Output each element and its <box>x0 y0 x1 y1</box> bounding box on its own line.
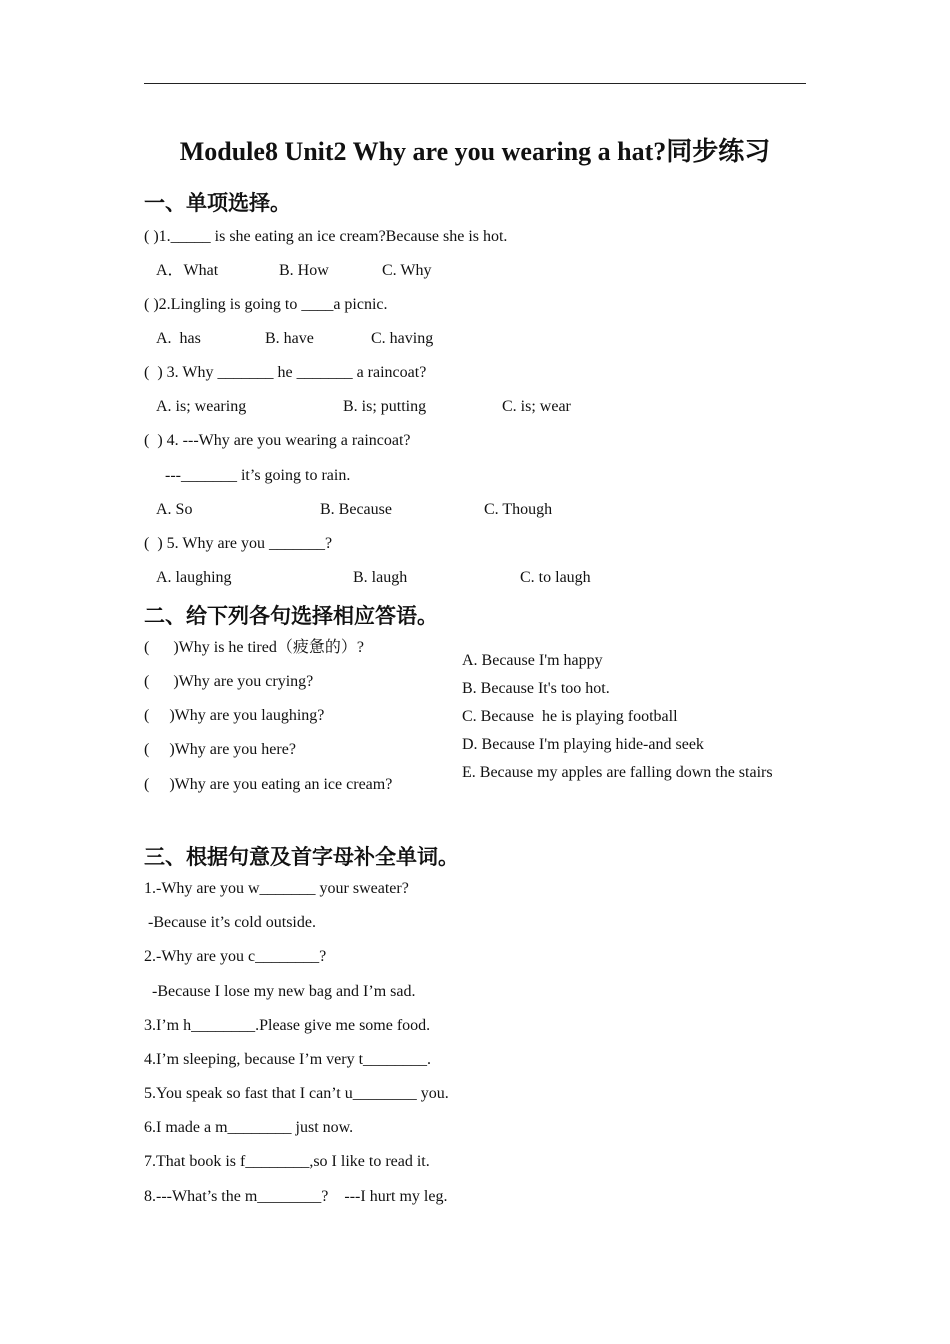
match-question-2: ( )Why are you crying? <box>144 673 314 690</box>
fill-line-3: 3.I’m h________.Please give me some food. <box>144 1017 431 1034</box>
fill-line-2: 2.-Why are you c________? <box>144 948 327 965</box>
fill-line-1: 1.-Why are you w_______ your sweater? <box>144 880 409 897</box>
q2-option-a: A. has <box>156 330 201 347</box>
q4-option-a: A. So <box>156 501 193 518</box>
fill-line-1-reply: -Because it’s cold outside. <box>144 914 316 931</box>
match-question-3: ( )Why are you laughing? <box>144 707 325 724</box>
q1-option-a: A．What <box>156 262 219 279</box>
page-title: Module8 Unit2 Why are you wearing a hat?同步练习 <box>179 137 771 166</box>
q3-option-a: A. is; wearing <box>156 398 247 415</box>
header-rule <box>144 83 806 84</box>
q3-option-b: B. is; putting <box>343 398 427 415</box>
match-question-4: ( )Why are you here? <box>144 741 296 758</box>
fill-line-2-reply: -Because I lose my new bag and I’m sad. <box>144 983 416 1000</box>
q4-option-c: C. Though <box>484 501 553 518</box>
section3-heading: 三、根据句意及首字母补全单词。 <box>144 845 459 869</box>
section1-heading: 一、单项选择。 <box>144 191 291 215</box>
question-3: ( ) 3. Why _______ he _______ a raincoat? <box>144 364 427 381</box>
match-question-1: ( )Why is he tired（疲惫的）? <box>144 639 364 656</box>
match-answer-e: E. Because my apples are falling down the stairs <box>462 764 773 781</box>
q4-option-b: B. Because <box>320 501 392 518</box>
q5-option-c: C. to laugh <box>520 569 591 586</box>
fill-line-5: 5.You speak so fast that I can’t u________ you. <box>144 1085 449 1102</box>
fill-line-4: 4.I’m sleeping, because I’m very t________. <box>144 1051 432 1068</box>
q3-option-c: C. is; wear <box>502 398 571 415</box>
q2-option-b: B. have <box>265 330 314 347</box>
match-question-5: ( )Why are you eating an ice cream? <box>144 776 393 793</box>
match-answer-d: D. Because I'm playing hide-and seek <box>462 736 704 753</box>
q1-option-b: B. How <box>279 262 329 279</box>
q5-option-b: B. laugh <box>353 569 408 586</box>
match-answer-c: C. Because he is playing football <box>462 708 678 725</box>
q5-option-a: A. laughing <box>156 569 232 586</box>
match-answer-b: B. Because It's too hot. <box>462 680 610 697</box>
fill-line-6: 6.I made a m________ just now. <box>144 1119 354 1136</box>
question-5: ( ) 5. Why are you _______? <box>144 535 333 552</box>
question-2: ( )2.Lingling is going to ____a picnic. <box>144 296 388 313</box>
question-4: ( ) 4. ---Why are you wearing a raincoat? <box>144 432 411 449</box>
q1-option-c: C. Why <box>382 262 432 279</box>
question-1: ( )1._____ is she eating an ice cream?Because she is hot. <box>144 228 508 245</box>
section2-heading: 二、给下列各句选择相应答语。 <box>144 604 438 628</box>
fill-line-8: 8.---What’s the m________? ---I hurt my leg. <box>144 1188 448 1205</box>
match-answer-a: A. Because I'm happy <box>462 652 603 669</box>
question-4-reply: ---_______ it’s going to rain. <box>165 467 351 484</box>
q2-option-c: C. having <box>371 330 434 347</box>
fill-line-7: 7.That book is f________,so I like to read it. <box>144 1153 430 1170</box>
